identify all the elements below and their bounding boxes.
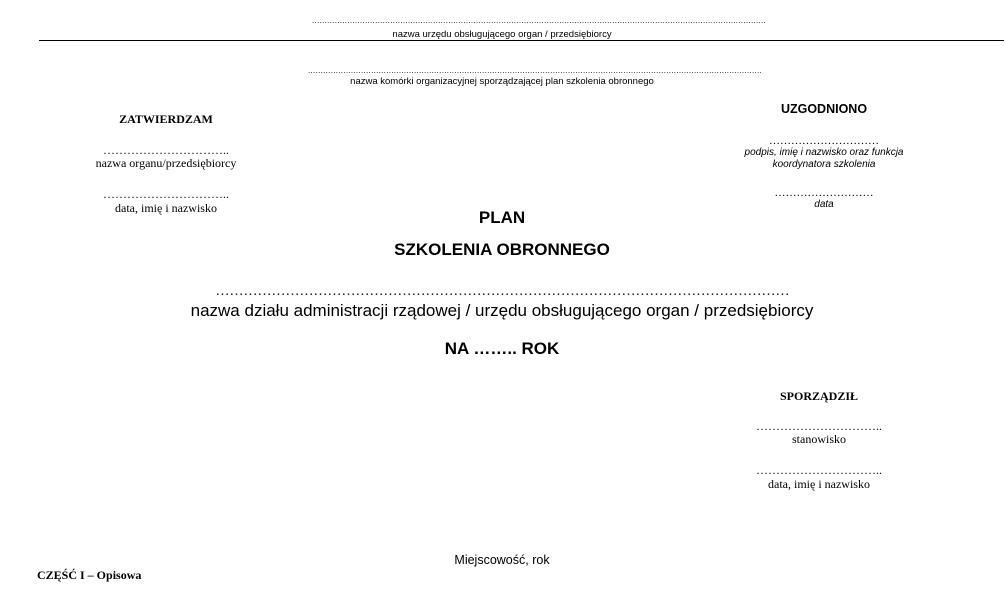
- unit-name-dots: ....................................................................................................................................................................................: [308, 66, 763, 75]
- part-heading: CZĘŚĆ I – Opisowa: [37, 568, 142, 582]
- approve-org-caption: nazwa organu/przedsiębiorcy: [95, 156, 237, 170]
- agreed-signature-dots: …………………………: [769, 135, 879, 147]
- prepared-heading: SPORZĄDZIŁ: [779, 389, 859, 403]
- header-rule: [39, 40, 1004, 41]
- department-dots: ……………………………………………………………………………………………………………: [215, 284, 790, 299]
- year-line: NA …….. ROK: [444, 339, 560, 358]
- unit-name-caption: nazwa komórki organizacyjnej sporządzającej plan szkolenia obronnego: [350, 76, 654, 87]
- prepared-position-dots: …………………………..: [756, 419, 882, 433]
- org-name-dots: ....................................................................................................................................................................................: [312, 16, 767, 25]
- agreed-date-dots: ………………………: [774, 187, 874, 199]
- prepared-date-dots: …………………………..: [756, 463, 882, 477]
- department-caption: nazwa działu administracji rządowej / urzędu obsługującego organ / przedsiębiorcy: [190, 301, 814, 320]
- org-name-caption: nazwa urzędu obsługującego organ / przedsiębiorcy: [392, 29, 612, 40]
- document-title: PLAN: [478, 208, 526, 227]
- approve-org-dots: …………………………..: [103, 143, 229, 157]
- agreed-heading: UZGODNIONO: [780, 102, 868, 116]
- approve-heading: ZATWIERDZAM: [119, 112, 213, 126]
- prepared-position-caption: stanowisko: [792, 432, 846, 446]
- place-year: Miejscowość, rok: [454, 553, 550, 567]
- approve-date-caption: data, imię i nazwisko: [115, 201, 217, 215]
- approve-date-dots: …………………………..: [103, 187, 229, 201]
- document-subtitle: SZKOLENIA OBRONNEGO: [394, 240, 610, 259]
- agreed-date-caption: data: [814, 199, 834, 210]
- prepared-date-caption: data, imię i nazwisko: [768, 477, 870, 491]
- agreed-signature-caption: podpis, imię i nazwisko oraz funkcja koordynatora szkolenia: [744, 147, 904, 170]
